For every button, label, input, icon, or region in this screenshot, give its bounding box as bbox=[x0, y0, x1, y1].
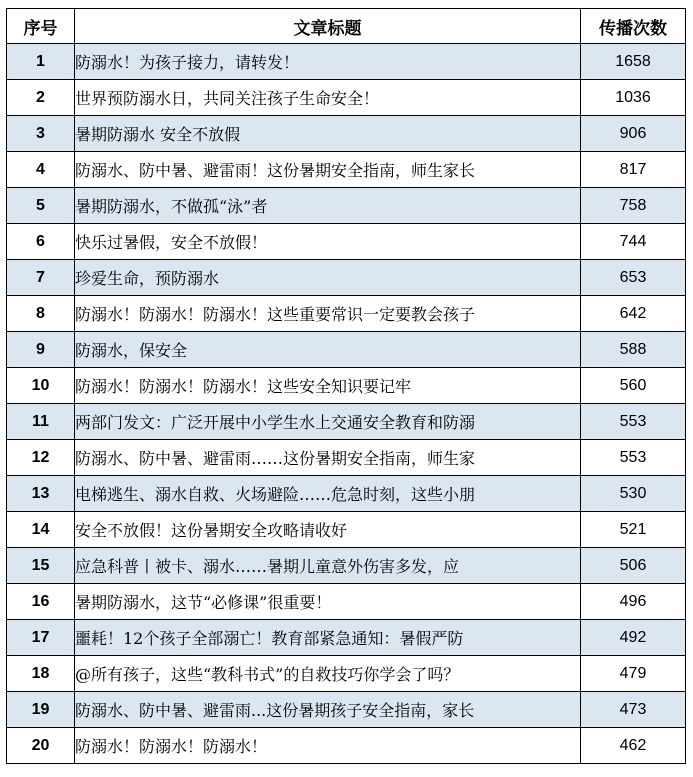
row-title: 珍爱生命，预防溺水 bbox=[75, 260, 581, 296]
row-count: 642 bbox=[581, 296, 686, 332]
table-row bbox=[7, 476, 686, 512]
row-title: 快乐过暑假，安全不放假！ bbox=[75, 224, 581, 260]
table-row bbox=[7, 620, 686, 656]
table-row bbox=[7, 152, 686, 188]
row-title: 世界预防溺水日，共同关注孩子生命安全！ bbox=[75, 80, 581, 116]
row-number: 3 bbox=[7, 116, 75, 152]
row-number: 18 bbox=[7, 656, 75, 692]
row-count: 473 bbox=[581, 692, 686, 728]
table-row bbox=[7, 728, 686, 764]
row-number: 2 bbox=[7, 80, 75, 116]
header-title: 文章标题 bbox=[75, 9, 581, 44]
row-count: 492 bbox=[581, 620, 686, 656]
row-title: @所有孩子，这些“教科书式”的自救技巧你学会了吗？ bbox=[75, 656, 581, 692]
row-count: 1036 bbox=[581, 80, 686, 116]
row-number: 12 bbox=[7, 440, 75, 476]
table-row bbox=[7, 692, 686, 728]
row-title: 防溺水、防中暑、避雷雨……这份暑期安全指南，师生家 bbox=[75, 440, 581, 476]
table-row bbox=[7, 584, 686, 620]
article-table bbox=[6, 8, 686, 764]
row-title: 两部门发文：广泛开展中小学生水上交通安全教育和防溺 bbox=[75, 404, 581, 440]
row-title: 防溺水！防溺水！防溺水！这些安全知识要记牢 bbox=[75, 368, 581, 404]
table-row bbox=[7, 440, 686, 476]
row-title: 防溺水、防中暑、避雷雨...这份暑期孩子安全指南，家长 bbox=[75, 692, 581, 728]
row-number: 8 bbox=[7, 296, 75, 332]
header-count: 传播次数 bbox=[581, 9, 686, 44]
header-row bbox=[7, 9, 686, 44]
table-row bbox=[7, 368, 686, 404]
row-count: 817 bbox=[581, 152, 686, 188]
row-number: 16 bbox=[7, 584, 75, 620]
row-count: 560 bbox=[581, 368, 686, 404]
row-count: 521 bbox=[581, 512, 686, 548]
row-title: 暑期防溺水，这节“必修课”很重要！ bbox=[75, 584, 581, 620]
table-row bbox=[7, 260, 686, 296]
table-row bbox=[7, 404, 686, 440]
row-number: 10 bbox=[7, 368, 75, 404]
row-count: 530 bbox=[581, 476, 686, 512]
row-title: 暑期防溺水，不做孤“泳”者 bbox=[75, 188, 581, 224]
row-number: 4 bbox=[7, 152, 75, 188]
table-body bbox=[7, 44, 686, 764]
table-row bbox=[7, 656, 686, 692]
row-number: 20 bbox=[7, 728, 75, 764]
row-count: 496 bbox=[581, 584, 686, 620]
row-title: 应急科普丨被卡、溺水……暑期儿童意外伤害多发，应 bbox=[75, 548, 581, 584]
row-count: 1658 bbox=[581, 44, 686, 80]
row-count: 553 bbox=[581, 404, 686, 440]
row-number: 13 bbox=[7, 476, 75, 512]
table-row bbox=[7, 44, 686, 80]
row-number: 6 bbox=[7, 224, 75, 260]
row-count: 744 bbox=[581, 224, 686, 260]
table-row bbox=[7, 80, 686, 116]
row-title: 防溺水，保安全 bbox=[75, 332, 581, 368]
row-number: 9 bbox=[7, 332, 75, 368]
table-row bbox=[7, 116, 686, 152]
row-number: 5 bbox=[7, 188, 75, 224]
row-title: 安全不放假！这份暑期安全攻略请收好 bbox=[75, 512, 581, 548]
row-title: 暑期防溺水 安全不放假 bbox=[75, 116, 581, 152]
row-title: 防溺水！为孩子接力，请转发！ bbox=[75, 44, 581, 80]
row-number: 15 bbox=[7, 548, 75, 584]
row-number: 1 bbox=[7, 44, 75, 80]
header-no: 序号 bbox=[7, 9, 75, 44]
table-row bbox=[7, 188, 686, 224]
row-count: 479 bbox=[581, 656, 686, 692]
row-count: 588 bbox=[581, 332, 686, 368]
row-count: 758 bbox=[581, 188, 686, 224]
row-count: 653 bbox=[581, 260, 686, 296]
row-title: 噩耗！12个孩子全部溺亡！教育部紧急通知：暑假严防 bbox=[75, 620, 581, 656]
row-number: 19 bbox=[7, 692, 75, 728]
row-count: 462 bbox=[581, 728, 686, 764]
table-row bbox=[7, 548, 686, 584]
row-count: 906 bbox=[581, 116, 686, 152]
row-title: 防溺水、防中暑、避雷雨！这份暑期安全指南，师生家长 bbox=[75, 152, 581, 188]
table-row bbox=[7, 224, 686, 260]
row-title: 防溺水！防溺水！防溺水！ bbox=[75, 728, 581, 764]
row-title: 防溺水！防溺水！防溺水！这些重要常识一定要教会孩子 bbox=[75, 296, 581, 332]
row-count: 553 bbox=[581, 440, 686, 476]
row-title: 电梯逃生、溺水自救、火场避险……危急时刻，这些小朋 bbox=[75, 476, 581, 512]
row-count: 506 bbox=[581, 548, 686, 584]
table-row bbox=[7, 332, 686, 368]
table-row bbox=[7, 296, 686, 332]
table-row bbox=[7, 512, 686, 548]
row-number: 14 bbox=[7, 512, 75, 548]
row-number: 11 bbox=[7, 404, 75, 440]
row-number: 7 bbox=[7, 260, 75, 296]
row-number: 17 bbox=[7, 620, 75, 656]
